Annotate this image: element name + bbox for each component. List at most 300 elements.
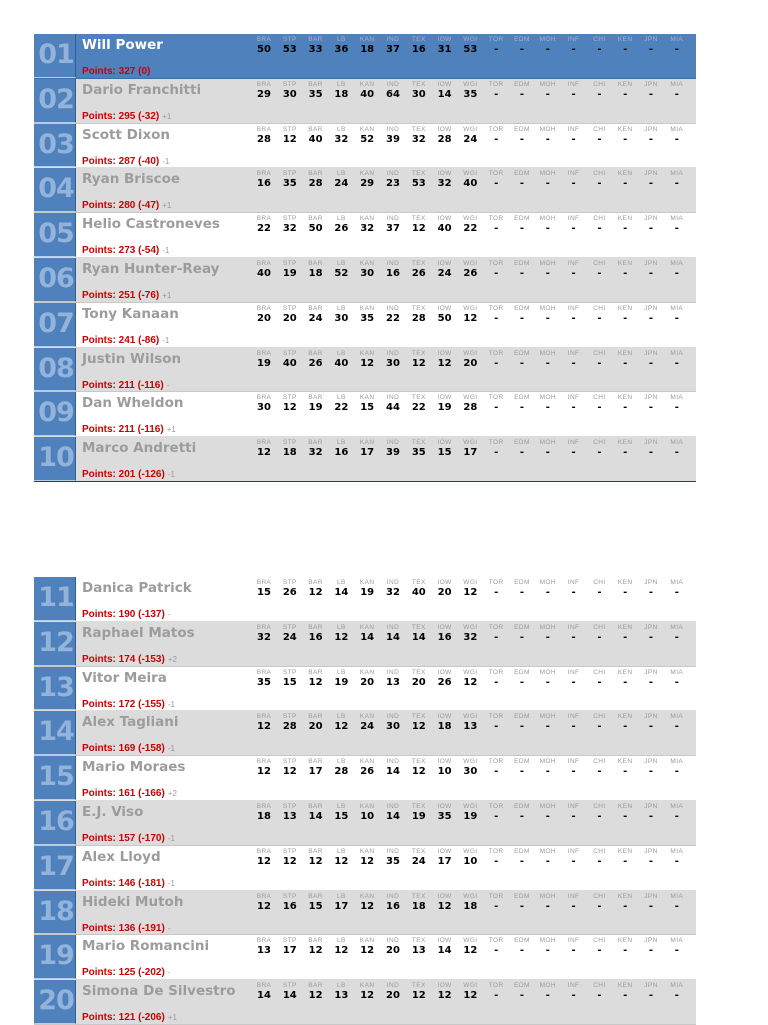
- race-abbreviation: LB: [337, 259, 346, 267]
- race-abbreviation: BRA: [256, 758, 272, 766]
- race-abbreviation: MOH: [539, 394, 556, 402]
- race-cell: [536, 169, 560, 190]
- driver-name: Alex Lloyd: [82, 848, 161, 865]
- race-points: 16: [386, 900, 400, 912]
- race-points: 32: [257, 631, 271, 643]
- race-abbreviation: JPN: [644, 579, 658, 586]
- race-abbreviation: WGI: [463, 394, 478, 402]
- race-abbreviation: EDM: [514, 758, 530, 766]
- race-points: 16: [386, 267, 400, 279]
- race-points: -: [623, 357, 628, 369]
- race-points: 26: [437, 676, 452, 688]
- race-abbreviation: STP: [282, 259, 297, 267]
- race-points: -: [597, 178, 602, 190]
- race-abbreviation: IND: [386, 394, 400, 402]
- race-points: 24: [334, 178, 349, 190]
- race-points: -: [494, 900, 499, 912]
- race-abbreviation: INF: [567, 170, 580, 178]
- race-cell: [536, 349, 560, 370]
- race-abbreviation: WGI: [463, 623, 478, 631]
- race-cell: [433, 802, 457, 823]
- race-points: -: [623, 810, 628, 822]
- race-points: -: [571, 223, 576, 235]
- race-abbreviation: IOW: [437, 937, 452, 945]
- race-cell: [484, 578, 508, 599]
- race-abbreviation: BRA: [256, 892, 272, 900]
- points-value: Points: 201 (-126): [82, 469, 165, 481]
- race-points: -: [571, 267, 576, 279]
- race-cell: [510, 757, 534, 778]
- race-points: -: [571, 721, 576, 733]
- race-abbreviation: JPN: [644, 802, 658, 810]
- race-cell: [665, 349, 689, 370]
- table-row: [34, 622, 696, 667]
- race-abbreviation: MIA: [670, 170, 684, 178]
- race-points: 24: [308, 312, 323, 324]
- race-points: -: [519, 587, 525, 598]
- race-cell: [252, 802, 276, 823]
- race-cell: [536, 214, 560, 235]
- race-cell: [433, 125, 457, 146]
- race-abbreviation: KAN: [359, 758, 375, 766]
- race-abbreviation: LB: [337, 349, 346, 357]
- race-abbreviation: KAN: [359, 713, 375, 721]
- race-points: 16: [282, 900, 297, 912]
- table-row: [34, 801, 696, 846]
- race-points: -: [571, 402, 576, 414]
- race-points: -: [571, 88, 576, 100]
- race-cell: [304, 712, 328, 733]
- race-cell: [458, 35, 482, 56]
- race-points: -: [674, 945, 679, 957]
- race-abbreviation: TEX: [411, 170, 426, 178]
- race-abbreviation: MIA: [670, 215, 684, 223]
- race-abbreviation: INF: [567, 623, 580, 631]
- race-cell: [536, 757, 560, 778]
- race-cell: [304, 802, 328, 823]
- race-abbreviation: IOW: [437, 125, 452, 133]
- race-points: 19: [437, 402, 452, 414]
- race-abbreviation: KAN: [359, 36, 375, 43]
- race-cell: [639, 712, 663, 733]
- race-abbreviation: MOH: [539, 713, 556, 721]
- race-abbreviation: IND: [386, 847, 400, 855]
- points-summary: [82, 290, 171, 301]
- race-points: -: [494, 676, 499, 688]
- race-cell: [665, 259, 689, 280]
- race-abbreviation: TOR: [488, 579, 504, 586]
- race-abbreviation: MOH: [539, 125, 556, 133]
- race-points: 14: [282, 990, 297, 1002]
- race-abbreviation: EDM: [514, 847, 530, 855]
- race-abbreviation: MIA: [670, 125, 684, 133]
- race-cell: [665, 35, 689, 56]
- race-cell: [639, 35, 663, 56]
- race-abbreviation: INF: [567, 937, 580, 945]
- position-change: -: [167, 968, 171, 978]
- race-cell: [458, 80, 482, 101]
- race-abbreviation: STP: [282, 439, 297, 447]
- points-value: Points: 287 (-40): [82, 155, 160, 167]
- race-abbreviation: KEN: [617, 215, 633, 223]
- race-cell: [278, 349, 302, 370]
- race-points: -: [545, 223, 550, 235]
- race-cell: [562, 259, 586, 280]
- race-abbreviation: WGI: [463, 847, 478, 855]
- race-abbreviation: MOH: [539, 259, 556, 267]
- race-abbreviation: LB: [337, 668, 346, 676]
- race-cell: [665, 802, 689, 823]
- race-points: 53: [463, 44, 478, 55]
- race-points: 28: [463, 402, 478, 414]
- driver-name: Vitor Meira: [82, 669, 167, 686]
- race-cell: [562, 349, 586, 370]
- race-cell: [562, 304, 586, 325]
- race-points: 26: [360, 766, 375, 778]
- race-points: 17: [437, 855, 452, 867]
- race-abbreviation: LB: [337, 439, 346, 447]
- race-cell: [252, 35, 276, 56]
- race-cell: [536, 125, 560, 146]
- race-cell: [639, 80, 663, 101]
- race-abbreviation: KAN: [359, 394, 375, 402]
- race-points: 14: [257, 990, 271, 1002]
- race-points: 35: [411, 447, 426, 459]
- race-points: -: [519, 676, 525, 688]
- race-points: -: [674, 88, 679, 100]
- race-cell: [433, 757, 457, 778]
- race-points: 19: [308, 402, 323, 414]
- position-change: -1: [162, 246, 170, 256]
- race-abbreviation: TOR: [488, 349, 504, 357]
- race-cell: [252, 712, 276, 733]
- race-points: 19: [334, 676, 349, 688]
- table-row: [34, 711, 696, 756]
- race-cell: [252, 169, 276, 190]
- race-points: -: [648, 223, 654, 235]
- race-cell: [458, 936, 482, 957]
- race-points: -: [519, 402, 525, 414]
- table-row: [34, 846, 696, 891]
- race-points: -: [545, 312, 550, 324]
- race-points: -: [545, 945, 550, 957]
- race-cell: [329, 981, 353, 1002]
- race-cell: [329, 80, 353, 101]
- race-cell: [665, 214, 689, 235]
- race-abbreviation: JPN: [644, 80, 658, 88]
- race-abbreviation: CHI: [593, 623, 606, 631]
- race-abbreviation: BAR: [308, 394, 323, 402]
- race-points: -: [648, 357, 654, 369]
- race-points: -: [623, 312, 628, 324]
- race-points: 28: [282, 721, 297, 733]
- race-cell: [639, 169, 663, 190]
- race-abbreviation: TEX: [411, 758, 426, 766]
- race-cell: [381, 125, 405, 146]
- race-abbreviation: BRA: [256, 668, 272, 676]
- race-points: 19: [282, 267, 297, 279]
- rank-badge: [34, 980, 76, 1024]
- race-points: 30: [386, 357, 400, 369]
- race-abbreviation: TOR: [488, 758, 504, 766]
- race-abbreviation: LB: [337, 304, 346, 312]
- race-abbreviation: CHI: [593, 170, 606, 178]
- race-abbreviation: EDM: [514, 439, 530, 447]
- race-abbreviation: MOH: [539, 623, 556, 631]
- race-cell: [562, 393, 586, 414]
- race-abbreviation: IOW: [437, 304, 452, 312]
- race-cell: [562, 668, 586, 689]
- rank-number: 06: [38, 262, 74, 294]
- race-points: -: [519, 945, 525, 957]
- race-abbreviation: KEN: [617, 439, 633, 447]
- race-points: 16: [411, 44, 426, 55]
- race-abbreviation: TOR: [488, 36, 504, 43]
- race-cell: [484, 981, 508, 1002]
- race-points: 12: [437, 990, 452, 1002]
- race-points: -: [623, 766, 628, 778]
- race-points: -: [623, 676, 628, 688]
- race-abbreviation: KEN: [617, 36, 633, 43]
- race-abbreviation: EDM: [514, 668, 530, 676]
- race-cell: [536, 623, 560, 644]
- race-cell: [536, 892, 560, 913]
- race-points: -: [519, 133, 525, 145]
- race-cell: [304, 668, 328, 689]
- race-cell: [433, 981, 457, 1002]
- race-cell: [484, 623, 508, 644]
- race-abbreviation: TEX: [411, 668, 426, 676]
- rank-badge: [34, 34, 76, 78]
- race-points: 40: [308, 133, 323, 145]
- race-cell: [510, 668, 534, 689]
- race-points: -: [623, 990, 628, 1002]
- race-points: -: [545, 402, 550, 414]
- race-abbreviation: KEN: [617, 713, 633, 721]
- points-value: Points: 172 (-155): [82, 698, 165, 710]
- race-abbreviation: BRA: [256, 125, 272, 133]
- race-points: -: [623, 721, 628, 733]
- race-abbreviation: EDM: [514, 304, 530, 312]
- race-points: 14: [360, 631, 375, 643]
- race-cell: [381, 981, 405, 1002]
- race-points: 52: [334, 267, 349, 279]
- race-abbreviation: LB: [337, 36, 346, 43]
- table-row: [34, 34, 696, 79]
- race-abbreviation: JPN: [644, 439, 658, 447]
- race-points: -: [571, 357, 576, 369]
- race-points: -: [571, 178, 576, 190]
- rank-number: 01: [38, 39, 74, 70]
- race-points: 35: [386, 855, 400, 867]
- race-cell: [329, 214, 353, 235]
- race-cell: [587, 981, 611, 1002]
- race-abbreviation: STP: [282, 668, 297, 676]
- race-abbreviation: IOW: [437, 170, 452, 178]
- race-cell: [665, 757, 689, 778]
- race-cell: [252, 623, 276, 644]
- race-abbreviation: LB: [337, 937, 346, 945]
- race-abbreviation: BAR: [308, 668, 323, 676]
- race-cell: [304, 578, 328, 599]
- race-cell: [587, 712, 611, 733]
- race-points: -: [519, 810, 525, 822]
- race-abbreviation: BRA: [256, 623, 272, 631]
- race-points: -: [571, 133, 576, 145]
- race-abbreviation: MIA: [670, 394, 684, 402]
- race-abbreviation: INF: [567, 439, 580, 447]
- race-points: -: [623, 178, 628, 190]
- race-points: -: [597, 312, 602, 324]
- race-abbreviation: JPN: [644, 623, 658, 631]
- table-row: [34, 79, 696, 124]
- race-abbreviation: WGI: [463, 259, 478, 267]
- race-abbreviation: CHI: [593, 847, 606, 855]
- race-points: 12: [463, 990, 478, 1002]
- race-abbreviation: BRA: [256, 36, 272, 43]
- race-cell: [433, 80, 457, 101]
- race-points: 35: [308, 88, 323, 100]
- race-cell: [304, 125, 328, 146]
- race-abbreviation: CHI: [593, 439, 606, 447]
- race-abbreviation: LB: [337, 125, 346, 133]
- race-points: -: [545, 88, 550, 100]
- standings-table-top: [34, 34, 696, 482]
- race-points: 10: [437, 766, 452, 778]
- race-cell: [252, 578, 276, 599]
- race-points: -: [674, 990, 679, 1002]
- points-summary: [82, 654, 177, 665]
- race-cell: [329, 712, 353, 733]
- race-points: 12: [360, 945, 375, 957]
- race-cell: [355, 304, 379, 325]
- race-points: 13: [334, 990, 349, 1002]
- race-points: 19: [257, 357, 271, 369]
- race-abbreviation: LB: [337, 892, 346, 900]
- race-abbreviation: JPN: [644, 982, 658, 990]
- race-abbreviation: CHI: [593, 758, 606, 766]
- race-abbreviation: TEX: [411, 394, 426, 402]
- race-cell: [665, 125, 689, 146]
- race-points: -: [494, 357, 499, 369]
- race-abbreviation: CHI: [593, 668, 606, 676]
- race-abbreviation: JPN: [644, 170, 658, 178]
- race-points: -: [545, 721, 550, 733]
- race-cell: [329, 393, 353, 414]
- points-summary: [82, 699, 175, 710]
- race-cell: [304, 80, 328, 101]
- race-cell: [510, 847, 534, 868]
- driver-name: Simona De Silvestro: [82, 983, 236, 1000]
- position-change: +2: [167, 654, 177, 664]
- race-cell: [484, 259, 508, 280]
- race-points: 14: [308, 810, 323, 822]
- race-abbreviation: TOR: [488, 80, 504, 88]
- race-abbreviation: EDM: [514, 892, 530, 900]
- race-cell: [433, 349, 457, 370]
- race-cell: [304, 169, 328, 190]
- race-cell: [407, 892, 431, 913]
- race-cell: [304, 304, 328, 325]
- points-value: Points: 125 (-202): [82, 967, 165, 979]
- race-abbreviation: CHI: [593, 802, 606, 810]
- race-points: 64: [386, 88, 400, 100]
- race-points: 13: [463, 721, 478, 733]
- race-cell: [613, 259, 637, 280]
- race-points: 15: [282, 676, 297, 688]
- race-points: -: [674, 223, 679, 235]
- race-points: -: [571, 945, 576, 957]
- race-abbreviation: KAN: [359, 80, 375, 88]
- race-points: -: [597, 88, 602, 100]
- race-cell: [329, 757, 353, 778]
- race-cell: [587, 304, 611, 325]
- race-abbreviation: MOH: [539, 215, 556, 223]
- race-cell: [329, 259, 353, 280]
- race-cell: [381, 80, 405, 101]
- race-cell: [381, 623, 405, 644]
- race-abbreviation: INF: [567, 892, 580, 900]
- race-points: 22: [257, 223, 271, 235]
- race-cell: [252, 125, 276, 146]
- rank-badge: [34, 577, 76, 621]
- race-cell: [252, 80, 276, 101]
- race-cell: [381, 169, 405, 190]
- race-cell: [484, 80, 508, 101]
- race-cell: [278, 981, 302, 1002]
- race-points: 15: [360, 402, 375, 414]
- race-cell: [639, 802, 663, 823]
- points-summary: [82, 878, 175, 889]
- race-abbreviation: TEX: [411, 349, 426, 357]
- race-abbreviation: MIA: [670, 80, 684, 88]
- race-cell: [252, 892, 276, 913]
- race-cell: [252, 847, 276, 868]
- driver-name: Ryan Briscoe: [82, 171, 181, 188]
- race-points: 12: [411, 721, 426, 733]
- race-cell: [381, 936, 405, 957]
- race-abbreviation: BAR: [308, 758, 323, 766]
- race-cell: [355, 169, 379, 190]
- race-cell: [252, 259, 276, 280]
- race-abbreviation: EDM: [514, 170, 530, 178]
- race-cell: [329, 35, 353, 56]
- driver-name: Mario Romancini: [82, 938, 210, 955]
- race-cell: [484, 304, 508, 325]
- race-abbreviation: JPN: [644, 847, 658, 855]
- race-cell: [329, 936, 353, 957]
- race-abbreviation: KAN: [359, 982, 375, 990]
- race-abbreviation: JPN: [644, 215, 658, 223]
- race-abbreviation: STP: [282, 349, 297, 357]
- race-abbreviation: WGI: [463, 304, 478, 312]
- race-cell: [484, 757, 508, 778]
- points-summary: [82, 788, 177, 799]
- race-abbreviation: MOH: [539, 439, 556, 447]
- race-abbreviation: STP: [282, 713, 297, 721]
- race-points: 35: [282, 178, 297, 190]
- race-cell: [458, 393, 482, 414]
- race-cell: [587, 35, 611, 56]
- position-change: +1: [166, 425, 176, 435]
- driver-name: Tony Kanaan: [82, 305, 179, 322]
- race-points: -: [545, 587, 550, 598]
- race-cell: [613, 349, 637, 370]
- race-abbreviation: MOH: [539, 80, 556, 88]
- driver-name: Mario Moraes: [82, 759, 186, 776]
- race-points: 12: [282, 402, 297, 414]
- race-points: -: [571, 587, 576, 598]
